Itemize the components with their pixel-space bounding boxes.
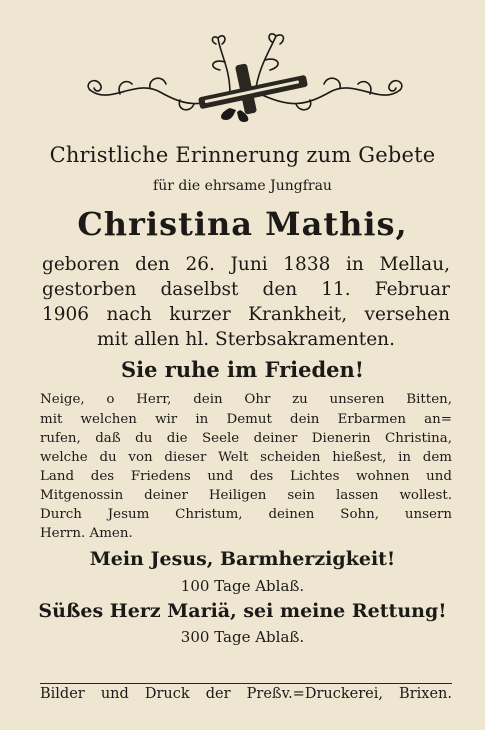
card-title: Christliche Erinnerung zum Gebete (49, 143, 436, 167)
prayer-line: Neige, o Herr, dein Ohr zu unseren Bitten, (40, 392, 452, 407)
indulgence-note: 100 Tage Ablaß. (180, 577, 305, 595)
printer-credit: Bilder und Druck der Preßv.=Druckerei, Brixen. (40, 686, 452, 702)
bio-line: 1906 nach kurzer Krankheit, versehen (42, 304, 450, 325)
prayer-line: Durch Jesum Christum, deinen Sohn, unsern (40, 507, 452, 522)
bio-line: geboren den 26. Juni 1838 in Mellau, (42, 254, 450, 275)
cross-and-lily-ornament-icon (80, 28, 410, 124)
rest-in-peace: Sie ruhe im Frieden! (120, 357, 365, 382)
divider (40, 683, 452, 684)
prayer-line: Herrn. Amen. (40, 526, 133, 541)
prayer-line: welche du von dieser Welt scheiden hießest, in dem (40, 450, 452, 465)
prayer-line: Land des Friedens und des Lichtes wohnen und (40, 469, 452, 484)
prayer-line: rufen, daß du die Seele deiner Dienerin Christina, (40, 431, 452, 446)
prayer-line: Mitgenossin deiner Heiligen sein lassen wollest. (40, 488, 452, 503)
bio-line: mit allen hl. Sterbsakramenten. (97, 329, 395, 350)
prayer-line: mit welchen wir in Demut dein Erbarmen an= (40, 412, 452, 427)
indulgence-note: 300 Tage Ablaß. (180, 628, 305, 646)
invocation-mary: Süßes Herz Mariä, sei meine Rettung! (38, 600, 447, 622)
bio-line: gestorben daselbst den 11. Februar (42, 279, 450, 300)
card-subtitle: für die ehrsame Jungfrau (153, 178, 332, 194)
invocation-jesus: Mein Jesus, Barmherzigkeit! (89, 548, 396, 570)
deceased-name: Christina Mathis, (77, 205, 408, 243)
